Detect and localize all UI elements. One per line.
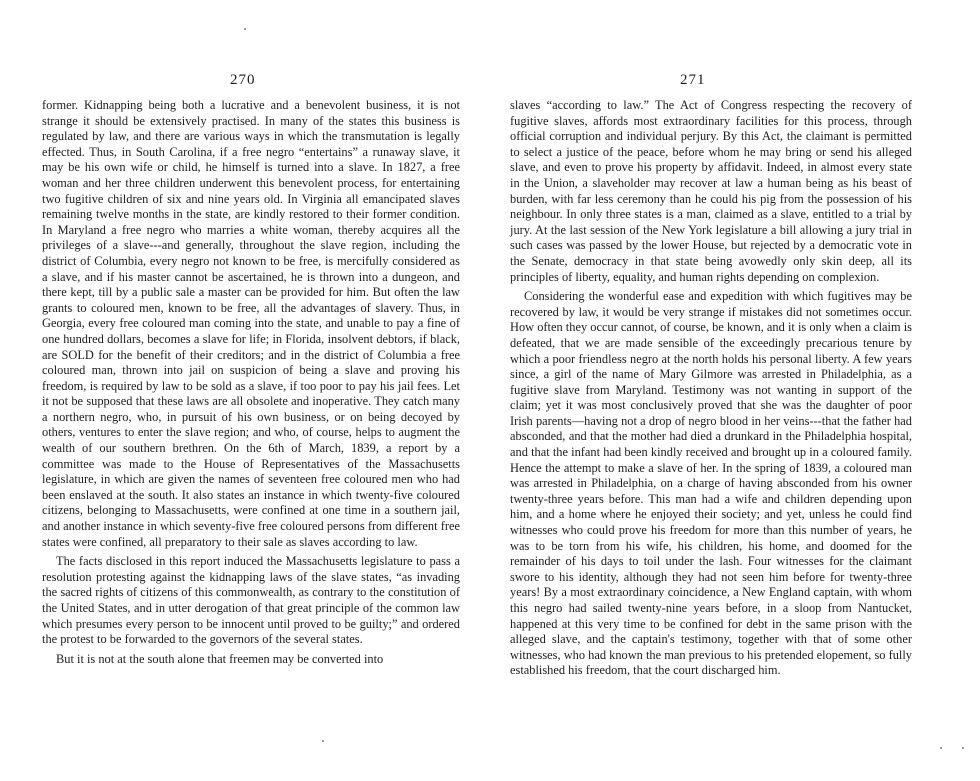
page-number-left: 270: [230, 72, 256, 88]
right-page: [490, 0, 980, 781]
paragraph: Considering the wonderful ease and expedition with which fugitives may be recovered by law, it would be very strange if mistakes did not sometimes occur. How often they occur cannot, of course, be known, and it is only when a claim is defeated, that we are made sensible of the exceedingly precarious tenure by which a poor friendless negro at the north holds his personal liberty. A few years since, a girl of the name of Mary Gilmore was arrested in Philadelphia, as a fugitive slave from Maryland. Testimony was not wanting in support of the claim; yet it was most conclusively proved that she was the daughter of poor Irish parents—having not a drop of negro blood in her veins---that the father had absconded, and that the mother had died a drunkard in the Philadelphia hospital, and that the infant had been kindly received and brought up in a coloured family. Hence the attempt to make a slave of her. In the spring of 1839, a coloured man was arrested in Philadelphia, on a charge of having absconded from his owner twenty-three years before. This man had a wife and children depending upon him, and a home where he enjoyed their society; and yet, unless he could find witnesses who could prove his freedom for more than this number of years, he was to be torn from his wife, his children, his home, and doomed for the remainder of his days to toil under the lash. Four witnesses for the claimant swore to his identity, although they had not seen him before for twenty-three years! By a most extraordinary coincidence, a New England captain, with whom this negro had sailed twenty-nine years before, in a sloop from Nantucket, happened at this very time to be confined for debt in the same prison with the alleged slave, and the captain's testimony, together with that of some other witnesses, who had known the man previous to his pretended elopement, so fully established his freedom, that the court discharged him.: [510, 289, 912, 678]
scan-speck: [322, 740, 324, 742]
paragraph: The facts disclosed in this report induced the Massachusetts legislature to pass a resolution protesting against the kidnapping laws of the slave states, “as invading the sacred rights of citizens of this commonwealth, as contrary to the constitution of the United States, and in utter derogation of that great principle of the common law which presumes every person to be innocent until proved to be guilty;” and ordered the protest to be forwarded to the governors of the several states.: [42, 554, 460, 647]
scan-speck: [244, 28, 246, 30]
right-page-text: [510, 98, 912, 679]
scan-speck: [940, 747, 942, 749]
scan-speck: [962, 747, 964, 749]
paragraph: slaves “according to law.” The Act of Congress respecting the recovery of fugitive slaves, affords most extraordinary facilities for this process, through official corruption and individual perjury. By this Act, the claimant is permitted to select a justice of the peace, before whom he may bring or send his alleged slave, and even to prove his property by affidavit. Indeed, in almost every state in the Union, a slaveholder may recover at law a human being as his beast of burden, with far less ceremony than he could his pig from the possession of his neighbour. In only three states is a man, claimed as a slave, entitled to a trial by jury. At the last session of the New York legislature a bill allowing a jury trial in such cases was passed by the lower House, but rejected by a democratic vote in the Senate, democracy in that state being avowedly only skin deep, all its principles of liberty, equality, and human rights depending on complexion.: [510, 98, 912, 284]
left-page-text: [42, 98, 460, 667]
page-number-right: 271: [680, 72, 706, 88]
paragraph: former. Kidnapping being both a lucrative and a benevolent business, it is not strange it should be extensively practised. In many of the states this business is regulated by law, and there are various ways in which the transmutation is legally effected. Thus, in South Carolina, if a free negro “entertains” a runaway slave, it may be his own wife or child, he himself is turned into a slave. In 1827, a free woman and her three children underwent this benevolent process, for entertaining two fugitive children of six and nine years old. In Virginia all emancipated slaves remaining twelve months in the state, are kindly restored to their former condition. In Maryland a free negro who marries a white woman, thereby acquires all the privileges of a slave---and generally, throughout the slave region, including the district of Columbia, every negro not known to be free, is mercifully considered as a slave, and if his master cannot be ascertained, he is thrown into a dungeon, and there kept, till by a public sale a master can be provided for him. But often the law grants to coloured men, known to be free, all the advantages of slavery. Thus, in Georgia, every free coloured man coming into the state, and unable to pay a fine of one hundred dollars, becomes a slave for life; in Florida, insolvent debtors, if black, are SOLD for the benefit of their creditors; and in the district of Columbia a free coloured man, thrown into jail on suspicion of being a slave and proving his freedom, is required by law to be sold as a slave, if too poor to pay his jail fees. Let it not be supposed that these laws are all obsolete and inoperative. They catch many a northern negro, who, in pursuit of his own business, or on being decoyed by others, ventures to enter the slave region; and who, of course, helps to augment the wealth of our southern brethren. On the 6th of March, 1839, a report by a committee was made to the House of Representatives of the Massachusetts legislature, in which are given the names of seventeen free coloured men who had been enslaved at the south. It also states an instance in which twenty-five coloured citizens, belonging to Massachusetts, were confined at one time in a southern jail, and another instance in which seventy-five free coloured persons from different free states were confined, all preparatory to their sale as slaves according to law.: [42, 98, 460, 549]
paragraph: But it is not at the south alone that freemen may be converted into: [56, 651, 384, 666]
